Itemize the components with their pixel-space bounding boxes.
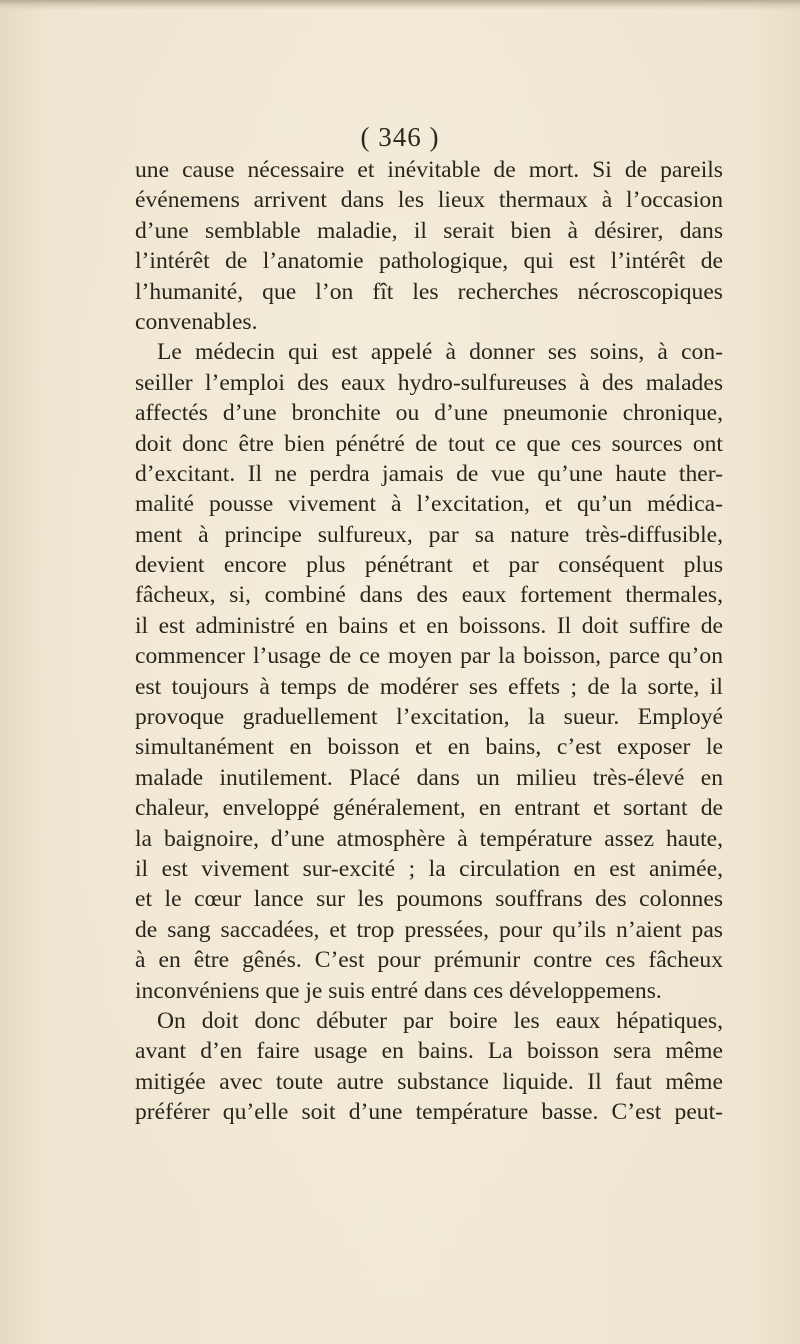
page-top-edge — [0, 0, 800, 10]
text-line: la baignoire, d’une atmosphère à température assez haute, — [135, 825, 723, 852]
page-number: ( 346 ) — [360, 122, 440, 152]
text-line: de sang saccadées, et trop pressées, pour qu’ils n’aient pas — [135, 916, 723, 943]
text-line: fâcheux, si, combiné dans des eaux fortement thermales, — [135, 582, 723, 609]
text-line: inconvéniens que je suis entré dans ces développemens. — [135, 977, 662, 1004]
text-line: est toujours à temps de modérer ses effets ; de la sorte, il — [135, 673, 723, 700]
text-line: l’intérêt de l’anatomie pathologique, qui est l’intérêt de — [135, 248, 723, 275]
text-line: affectés d’une bronchite ou d’une pneumonie chronique, — [135, 400, 723, 427]
text-line: il est administré en bains et en boissons. Il doit suffire de — [135, 612, 723, 639]
text-line: devient encore plus pénétrant et par conséquent plus — [135, 552, 723, 579]
text-line: malité pousse vivement à l’excitation, et qu’un médica- — [135, 491, 723, 518]
text-line: mitigée avec toute autre substance liquide. Il faut même — [135, 1068, 723, 1095]
text-line: simultanément en boisson et en bains, c’est exposer le — [135, 734, 723, 761]
text-line: d’excitant. Il ne perdra jamais de vue qu’une haute ther- — [135, 460, 723, 487]
text-line: d’une semblable maladie, il serait bien à désirer, dans — [135, 217, 723, 244]
text-line: seiller l’emploi des eaux hydro-sulfureuses à des malades — [135, 369, 723, 396]
text-line: convenables. — [135, 308, 258, 335]
text-line: avant d’en faire usage en bains. La boisson sera même — [135, 1038, 723, 1065]
text-line: préférer qu’elle soit d’une température basse. C’est peut- — [135, 1099, 723, 1126]
text-line: malade inutilement. Placé dans un milieu très-élevé en — [135, 764, 723, 791]
text-line: commencer l’usage de ce moyen par la boisson, parce qu’on — [135, 643, 723, 670]
text-line: doit donc être bien pénétré de tout ce que ces sources ont — [135, 430, 723, 457]
text-line: provoque graduellement l’excitation, la sueur. Employé — [135, 704, 723, 731]
text-line: On doit donc débuter par boire les eaux hépatiques, — [157, 1007, 723, 1034]
text-line: ment à principe sulfureux, par sa nature très-diffusible, — [135, 521, 723, 548]
text-line: l’humanité, que l’on fît les recherches nécroscopiques — [135, 278, 723, 305]
text-line: Le médecin qui est appelé à donner ses soins, à con- — [157, 339, 723, 366]
text-line: et le cœur lance sur les poumons souffrans des colonnes — [135, 886, 723, 913]
text-line: une cause nécessaire et inévitable de mort. Si de pareils — [135, 157, 723, 183]
text-line: chaleur, enveloppé généralement, en entrant et sortant de — [135, 795, 723, 822]
text-line: il est vivement sur-excité ; la circulation en est animée, — [135, 855, 723, 882]
body-text — [135, 155, 723, 1128]
text-line: événemens arrivent dans les lieux thermaux à l’occasion — [135, 187, 723, 214]
text-line: à en être gênés. C’est pour prémunir contre ces fâcheux — [135, 947, 723, 974]
